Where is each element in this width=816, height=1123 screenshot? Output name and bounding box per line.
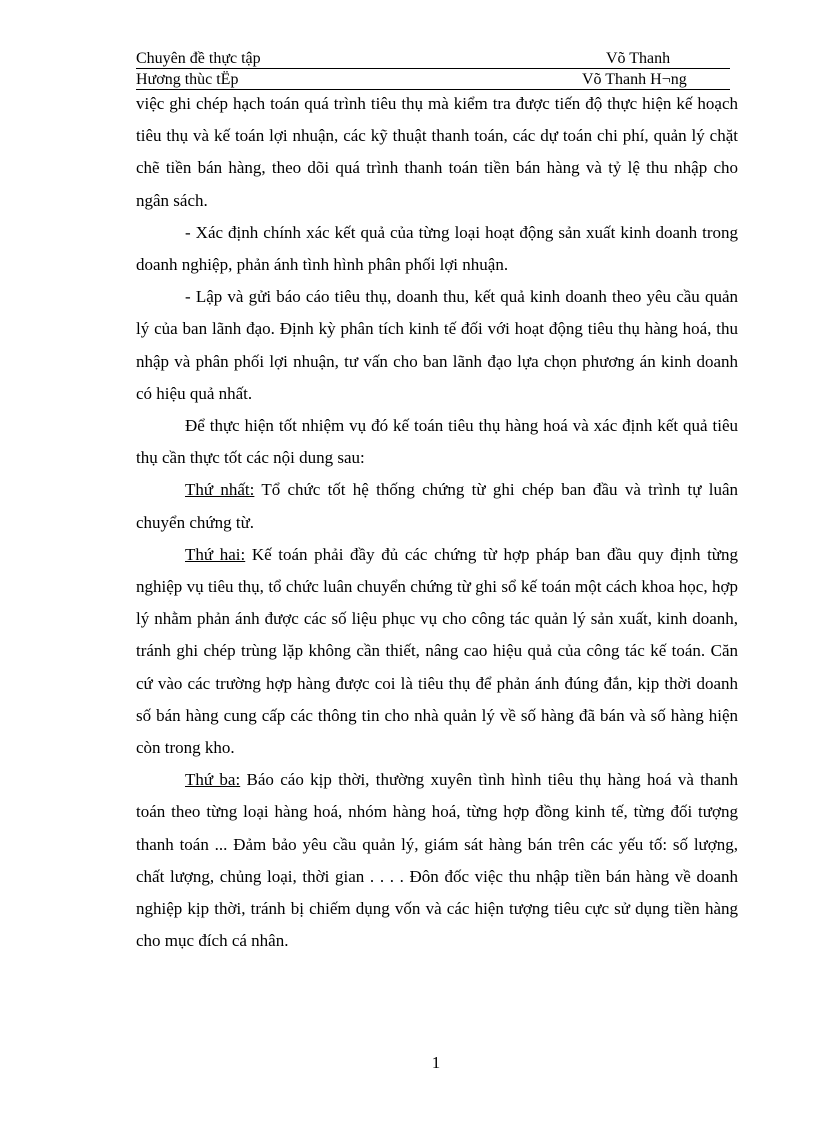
paragraph-bullet-ket-qua: [136, 217, 738, 281]
header-document-title-garbled: Hương thùc tËp: [136, 71, 239, 88]
paragraph-label: Thứ hai:: [185, 544, 246, 564]
paragraph-label: Thứ ba:: [185, 770, 241, 790]
page-header-line-1: [136, 50, 730, 69]
paragraph-text: - Xác định chính xác kết quả của từng loại hoạt động sản xuất kinh doanh trong doanh nghiệp, phản ánh tình hình phân phối lợi nhuận.: [136, 222, 738, 275]
paragraph-text: Tổ chức tốt hệ thống chứng từ ghi chép ban đầu và trình tự luân chuyển chứng từ.: [136, 480, 739, 532]
paragraph-thu-hai: [136, 539, 738, 764]
header-author-name-garbled: Võ Thanh H¬ng: [582, 71, 687, 88]
paragraph-thu-ba: [136, 764, 738, 957]
paragraph-text: việc ghi chép hạch toán quá trình tiêu thụ mà kiểm tra được tiến độ thực hiện kế hoạch tiêu thụ và kế toán lợi nhuận, các kỹ thuật thanh toán, các dự toán chi phí, quản lý chặt chẽ tiền bán hàng, theo dõi quá trình thanh toán tiền bán hàng và tỷ lệ thu nhập cho ngân sách.: [136, 94, 738, 210]
document-body: [136, 88, 738, 957]
paragraph-text: Kế toán phải đầy đủ các chứng từ hợp pháp ban đầu quy định từng nghiệp vụ tiêu thụ, tổ chức luân chuyển chứng từ ghi sổ kế toán một cách khoa học, hợp lý nhằm phản ánh được các số liệu phục vụ cho công tác quản lý sản xuất, kinh doanh, tránh ghi chép trùng lặp không cần thiết, nâng cao hiệu quả của công tác kế toán. Căn cứ vào các trường hợp hàng được coi là tiêu thụ để phản ánh đúng đắn, kịp thời doanh số bán hàng cung cấp các thông tin cho nhà quản lý về số hàng đã bán và số hàng hiện còn trong kho.: [136, 544, 738, 758]
paragraph-continuation: [136, 88, 738, 217]
paragraph-bullet-bao-cao: [136, 281, 738, 410]
page-number: 1: [431, 1053, 441, 1072]
header-author-name: Võ Thanh: [606, 50, 671, 67]
paragraph-text: Báo cáo kịp thời, thường xuyên tình hình tiêu thụ hàng hoá và thanh toán theo từng loại hàng hoá, nhóm hàng hoá, từng hợp đồng kinh tế, từng đối tượng thanh toán ... Đảm bảo yêu cầu quản lý, giám sát hàng bán trên các yếu tố: số lượng, chất lượng, chủng loại, thời gian . . . . Đôn đốc việc thu nhập tiền bán hàng về doanh nghiệp kịp thời, tránh bị chiếm dụng vốn và các hiện tượng tiêu cực sử dụng tiền hàng cho mục đích cá nhân.: [136, 770, 738, 951]
header-document-title: Chuyên đề thực tập: [136, 50, 261, 67]
paragraph-label: Thứ nhất:: [185, 480, 255, 500]
paragraph-thu-nhat: [136, 474, 738, 538]
paragraph-intro-noi-dung: [136, 410, 738, 474]
paragraph-text: - Lập và gửi báo cáo tiêu thụ, doanh thu, kết quả kinh doanh theo yêu cầu quản lý của ban lãnh đạo. Định kỳ phân tích kinh tế đối với hoạt động tiêu thụ hàng hoá, thu nhập và phân phối lợi nhuận, tư vấn cho ban lãnh đạo lựa chọn phương án kinh doanh có hiệu quả nhất.: [136, 287, 738, 403]
paragraph-text: Để thực hiện tốt nhiệm vụ đó kế toán tiêu thụ hàng hoá và xác định kết quả tiêu thụ cần thực tốt các nội dung sau:: [136, 416, 738, 468]
